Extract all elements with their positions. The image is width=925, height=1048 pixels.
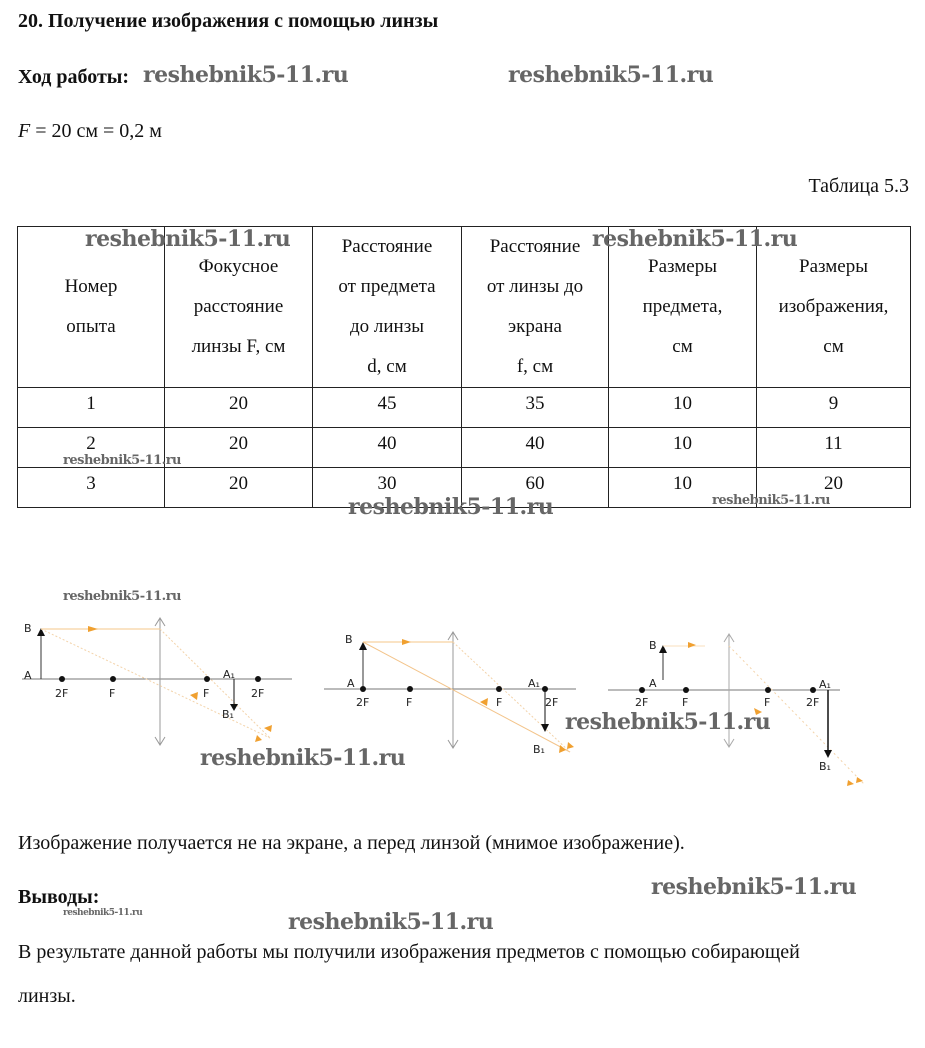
conclusion-line-2: линзы. — [18, 985, 76, 1007]
cell: 35 — [462, 388, 609, 428]
header-line: опыта — [66, 316, 116, 337]
cell: 1 — [18, 388, 165, 428]
header-line: Расстояние — [341, 236, 433, 257]
cell: 3 — [18, 468, 165, 508]
diagram-label: B₁ — [533, 743, 545, 756]
formula — [18, 120, 162, 143]
header-line: Размеры — [648, 256, 717, 277]
diagram-label: 2F — [806, 696, 820, 709]
diagram-label: F — [764, 696, 771, 709]
cell: 20 — [165, 388, 313, 428]
ray-arrow-icon — [402, 639, 411, 645]
diagram-label: B — [649, 639, 657, 652]
conclusions-label: Выводы: — [18, 886, 100, 908]
watermark: reshebnik5-11.ru — [508, 62, 714, 88]
lens-diagram-3 — [600, 620, 900, 790]
diagram-label: B — [24, 622, 32, 635]
watermark: reshebnik5-11.ru — [85, 226, 291, 252]
diagram-label: A₁ — [223, 668, 235, 681]
header-line: изображения, — [778, 296, 889, 317]
note-text: Изображение получается не на экране, а перед линзой (мнимое изображение). — [18, 832, 685, 854]
ray — [363, 642, 570, 752]
cell: 45 — [313, 388, 462, 428]
watermark: reshebnik5-11.ru — [63, 908, 143, 918]
diagram-label: A₁ — [528, 677, 540, 690]
watermark: reshebnik5-11.ru — [712, 493, 831, 508]
diagram-label: A — [347, 677, 355, 690]
procedure-label: Ход работы: — [18, 66, 130, 88]
cell: 10 — [609, 388, 757, 428]
cell: 10 — [609, 428, 757, 468]
diagram-label: 2F — [635, 696, 649, 709]
header-cell — [313, 227, 462, 388]
diagram-label: F — [203, 687, 210, 700]
header-line: Размеры — [799, 256, 868, 277]
watermark: reshebnik5-11.ru — [288, 909, 494, 935]
cell: 40 — [313, 428, 462, 468]
diagram-label: B₁ — [222, 708, 234, 721]
ray-arrow-icon — [255, 725, 272, 742]
cell: 11 — [757, 428, 911, 468]
arrow-down-icon — [824, 750, 832, 758]
lens-diagram-1 — [0, 600, 310, 760]
cell: 40 — [462, 428, 609, 468]
diagram-label: 2F — [251, 687, 265, 700]
watermark: reshebnik5-11.ru — [651, 874, 857, 900]
watermark: reshebnik5-11.ru — [200, 745, 406, 771]
header-line: до линзы — [349, 316, 424, 337]
ray — [160, 629, 270, 738]
header-line: от линзы до — [486, 276, 584, 297]
diagram-label: A₁ — [819, 678, 831, 691]
header-line: Номер — [64, 276, 118, 297]
ray-arrow-icon — [847, 777, 863, 786]
diagram-label: B₁ — [819, 760, 831, 773]
page-title: 20. Получение изображения с помощью линзы — [18, 10, 439, 32]
diagram-label: F — [496, 696, 503, 709]
header-line: от предмета — [338, 276, 436, 297]
ray-arrow-icon — [88, 626, 98, 632]
ray-arrow-icon — [190, 692, 198, 700]
header-line: d, см — [367, 356, 407, 377]
conclusion-line-1: В результате данной работы мы получили изображения предметов с помощью собирающей — [18, 941, 800, 963]
diagram-label: A — [649, 677, 657, 690]
header-line: линзы F, см — [191, 336, 286, 357]
diagram-label: A — [24, 669, 32, 682]
diagram-label: F — [682, 696, 689, 709]
header-line: расстояние — [193, 296, 284, 317]
diagram-label: F — [109, 687, 116, 700]
header-line: экрана — [508, 316, 562, 337]
header-line: Фокусное — [198, 256, 279, 277]
cell: 9 — [757, 388, 911, 428]
formula-rest: = 20 см = 0,2 м — [30, 120, 162, 142]
cell: 60 — [462, 468, 609, 508]
cell: 10 — [609, 468, 757, 508]
watermark: reshebnik5-11.ru — [348, 494, 554, 520]
diagram-label: 2F — [545, 696, 559, 709]
watermark: reshebnik5-11.ru — [565, 709, 771, 735]
header-line: Расстояние — [489, 236, 581, 257]
header-line: предмета, — [642, 296, 723, 317]
header-line: см — [823, 336, 844, 357]
watermark: reshebnik5-11.ru — [592, 226, 798, 252]
diagram-label: 2F — [356, 696, 370, 709]
diagram-label: F — [406, 696, 413, 709]
diagram-label: 2F — [55, 687, 69, 700]
header-cell — [462, 227, 609, 388]
header-line: f, см — [516, 356, 554, 377]
table-row — [18, 388, 911, 428]
ray — [41, 629, 270, 738]
ray-arrow-icon — [688, 642, 696, 648]
cell: 20 — [757, 468, 911, 508]
cell: 20 — [165, 428, 313, 468]
cell: 2 — [18, 428, 165, 468]
watermark: reshebnik5-11.ru — [63, 589, 182, 604]
watermark: reshebnik5-11.ru — [143, 62, 349, 88]
diagram-label: B — [345, 633, 353, 646]
formula-var: F — [18, 120, 31, 142]
cell: 20 — [165, 468, 313, 508]
header-line: см — [672, 336, 693, 357]
table-caption: Таблица 5.3 — [808, 175, 909, 197]
watermark: reshebnik5-11.ru — [63, 453, 182, 468]
cell: 30 — [313, 468, 462, 508]
